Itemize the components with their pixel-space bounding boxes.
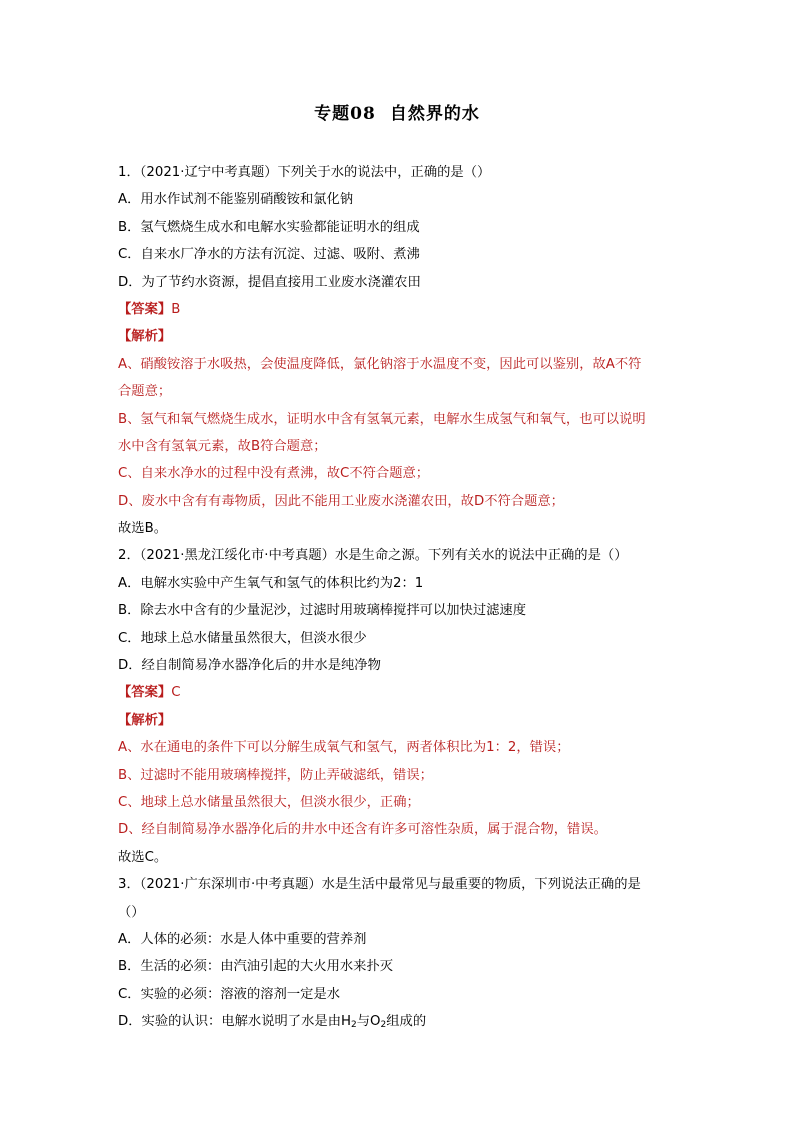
q1-option-b: B．氢气燃烧生成水和电解水实验都能证明水的组成 [118, 219, 420, 235]
q1-conclusion: 故选B。 [118, 521, 168, 537]
q1-answer-tag: 【答案】 [118, 301, 172, 317]
title-topic: 自然界的水 [389, 104, 480, 124]
q3-option-d: D．实验的认识：电解水说明了水是由$H_2$与$O_2$组成的 [118, 1014, 427, 1031]
title-number: 专题08 [314, 104, 376, 124]
q1-analysis-tag: 【解析】 [118, 329, 172, 345]
q1-analysis-line: A、硝酸铵溶于水吸热，会使温度降低，氯化钠溶于水温度不变，因此可以鉴别，故A不符 [118, 356, 642, 372]
q1-analysis-line: 水中含有氢氧元素，故B符合题意； [118, 438, 327, 454]
q2-analysis-line: A、水在通电的条件下可以分解生成氧气和氢气，两者体积比为1：2，错误； [118, 740, 570, 756]
q2-analysis-line: C、地球上总水储量虽然很大，但淡水很少，正确； [118, 794, 420, 810]
q2-analysis-line: D、经自制简易净水器净化后的井水中还含有许多可溶性杂质，属于混合物，错误。 [118, 822, 607, 838]
q2-analysis-line: B、过滤时不能用玻璃棒搅拌，防止弄破滤纸，错误； [118, 767, 433, 783]
q3-option-c: C．实验的必须：溶液的溶剂一定是水 [118, 986, 341, 1002]
q2-stem: 2．（2021·黑龙江绥化市·中考真题）水是生命之源。下列有关水的说法中正确的是（） [118, 548, 628, 564]
q1-option-d: D．为了节约水资源，提倡直接用工业废水浇灌农田 [118, 274, 421, 290]
q2-option-a: A．电解水实验中产生氧气和氢气的体积比约为2：1 [118, 575, 424, 591]
page-title [0, 99, 794, 124]
content [118, 159, 688, 1036]
q1-option-a: A．用水作试剂不能鉴别硝酸铵和氯化钠 [118, 192, 354, 208]
q1-analysis-line: D、废水中含有有毒物质，因此不能用工业废水浇灌农田，故D不符合题意； [118, 493, 564, 509]
q1-analysis-line: 合题意； [118, 384, 172, 400]
q2-answer-tag: 【答案】 [118, 685, 172, 701]
q1-option-c: C．自来水厂净水的方法有沉淀、过滤、吸附、煮沸 [118, 247, 420, 263]
q2-answer-value: C [171, 685, 181, 701]
q2-option-c: C．地球上总水储量虽然很大，但淡水很少 [118, 630, 367, 646]
q3-stem-continued: （） [118, 904, 145, 920]
q2-option-d: D．经自制简易净水器净化后的井水是纯净物 [118, 658, 381, 674]
q2-analysis-tag: 【解析】 [118, 712, 172, 728]
q3-stem: 3．（2021·广东深圳市·中考真题）水是生活中最常见与最重要的物质，下列说法正确的是 [118, 877, 641, 893]
q1-answer-value: B [171, 301, 181, 317]
q1-stem: 1．（2021·辽宁中考真题）下列关于水的说法中，正确的是（） [118, 165, 491, 180]
q3-option-a: A．人体的必须：水是人体中重要的营养剂 [118, 931, 367, 947]
q3-option-b: B．生活的必须：由汽油引起的大火用水来扑灭 [118, 959, 394, 975]
q2-conclusion: 故选C。 [118, 849, 168, 865]
q1-analysis-line: B、氢气和氧气燃烧生成水，证明水中含有氢氧元素，电解水生成氢气和氧气，也可以说明 [118, 411, 646, 427]
q1-analysis-line: C、自来水净水的过程中没有煮沸，故C不符合题意； [118, 466, 430, 482]
q2-option-b: B．除去水中含有的少量泥沙，过滤时用玻璃棒搅拌可以加快过滤速度 [118, 603, 527, 619]
q2-answer [118, 679, 688, 706]
q1-answer [118, 296, 688, 323]
